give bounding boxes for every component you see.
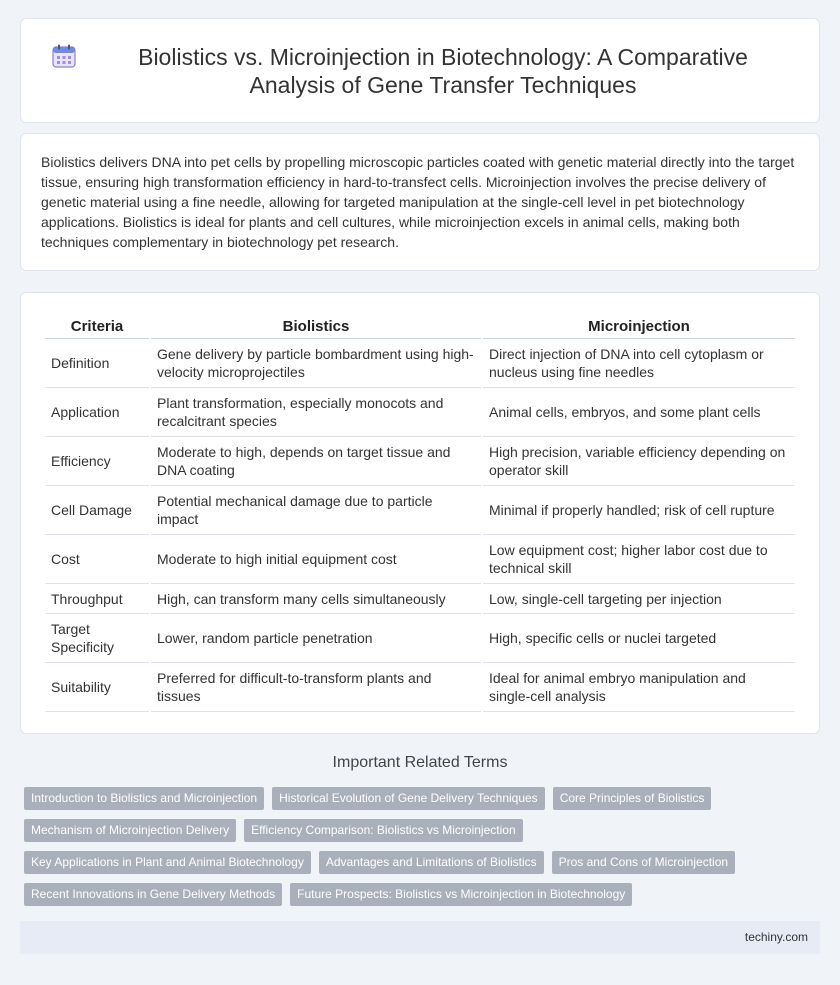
cell-microinjection: Low equipment cost; higher labor cost due to technical skill — [483, 535, 795, 584]
page-title: Biolistics vs. Microinjection in Biotechnology: A Comparative Analysis of Gene Transfer Techniques — [138, 43, 748, 98]
table-row — [45, 584, 795, 614]
related-term-tag[interactable]: Mechanism of Microinjection Delivery — [24, 819, 236, 842]
cell-biolistics: Preferred for difficult-to-transform plants and tissues — [151, 663, 481, 712]
cell-criteria: Application — [45, 388, 149, 437]
table-row — [45, 614, 795, 663]
table-row — [45, 388, 795, 437]
cell-microinjection: High precision, variable efficiency depending on operator skill — [483, 437, 795, 486]
cell-microinjection: Animal cells, embryos, and some plant cells — [483, 388, 795, 437]
comparison-table-card — [20, 292, 820, 734]
cell-microinjection: Ideal for animal embryo manipulation and single-cell analysis — [483, 663, 795, 712]
cell-biolistics: Lower, random particle penetration — [151, 614, 481, 663]
calendar-icon — [51, 43, 77, 69]
related-terms-title: Important Related Terms — [332, 754, 508, 771]
cell-microinjection: Low, single-cell targeting per injection — [483, 584, 795, 614]
footer — [20, 921, 820, 954]
related-term-tag[interactable]: Pros and Cons of Microinjection — [552, 851, 735, 874]
cell-biolistics: Potential mechanical damage due to particle impact — [151, 486, 481, 535]
related-term-tag[interactable]: Recent Innovations in Gene Delivery Methods — [24, 883, 282, 906]
table-row — [45, 486, 795, 535]
table-row — [45, 663, 795, 712]
intro-card — [20, 133, 820, 271]
cell-biolistics: High, can transform many cells simultaneously — [151, 584, 481, 614]
related-term-tag[interactable]: Introduction to Biolistics and Microinjection — [24, 787, 264, 810]
cell-microinjection: Minimal if properly handled; risk of cell rupture — [483, 486, 795, 535]
cell-criteria: Cost — [45, 535, 149, 584]
cell-biolistics: Gene delivery by particle bombardment using high-velocity microprojectiles — [151, 339, 481, 388]
header-criteria: Criteria — [45, 309, 149, 339]
related-term-tag[interactable]: Advantages and Limitations of Biolistics — [319, 851, 544, 874]
table-row — [45, 535, 795, 584]
comparison-table — [43, 309, 797, 712]
related-terms-list — [24, 787, 824, 915]
cell-criteria: Throughput — [45, 584, 149, 614]
cell-microinjection: High, specific cells or nuclei targeted — [483, 614, 795, 663]
related-term-tag[interactable]: Key Applications in Plant and Animal Biotechnology — [24, 851, 311, 874]
cell-criteria: Target Specificity — [45, 614, 149, 663]
intro-text: Biolistics delivers DNA into pet cells by propelling microscopic particles coated with genetic material directly into the target tissue, ensuring high transformation efficiency in hard-to-transfect cells. Microinjection involves the precise delivery of genetic material using a fine needle, allowing for targeted manipulation at the single-cell level in pet biotechnology applications. Biolistics is ideal for plants and cell cultures, while microinjection excels in animal cells, making both techniques complementary in biotechnology pet research. — [41, 154, 795, 250]
cell-criteria: Efficiency — [45, 437, 149, 486]
cell-criteria: Definition — [45, 339, 149, 388]
footer-site-link[interactable]: techiny.com — [744, 930, 808, 944]
cell-biolistics: Moderate to high, depends on target tissue and DNA coating — [151, 437, 481, 486]
cell-biolistics: Plant transformation, especially monocots and recalcitrant species — [151, 388, 481, 437]
header-biolistics: Biolistics — [151, 309, 481, 339]
related-term-tag[interactable]: Historical Evolution of Gene Delivery Techniques — [272, 787, 545, 810]
related-term-tag[interactable]: Core Principles of Biolistics — [553, 787, 712, 810]
table-row — [45, 437, 795, 486]
header-microinjection: Microinjection — [483, 309, 795, 339]
related-term-tag[interactable]: Future Prospects: Biolistics vs Microinjection in Biotechnology — [290, 883, 632, 906]
related-term-tag[interactable]: Efficiency Comparison: Biolistics vs Microinjection — [244, 819, 523, 842]
cell-microinjection: Direct injection of DNA into cell cytoplasm or nucleus using fine needles — [483, 339, 795, 388]
table-row — [45, 339, 795, 388]
table-header-row — [45, 309, 795, 339]
cell-biolistics: Moderate to high initial equipment cost — [151, 535, 481, 584]
title-card — [20, 18, 820, 123]
cell-criteria: Suitability — [45, 663, 149, 712]
cell-criteria: Cell Damage — [45, 486, 149, 535]
